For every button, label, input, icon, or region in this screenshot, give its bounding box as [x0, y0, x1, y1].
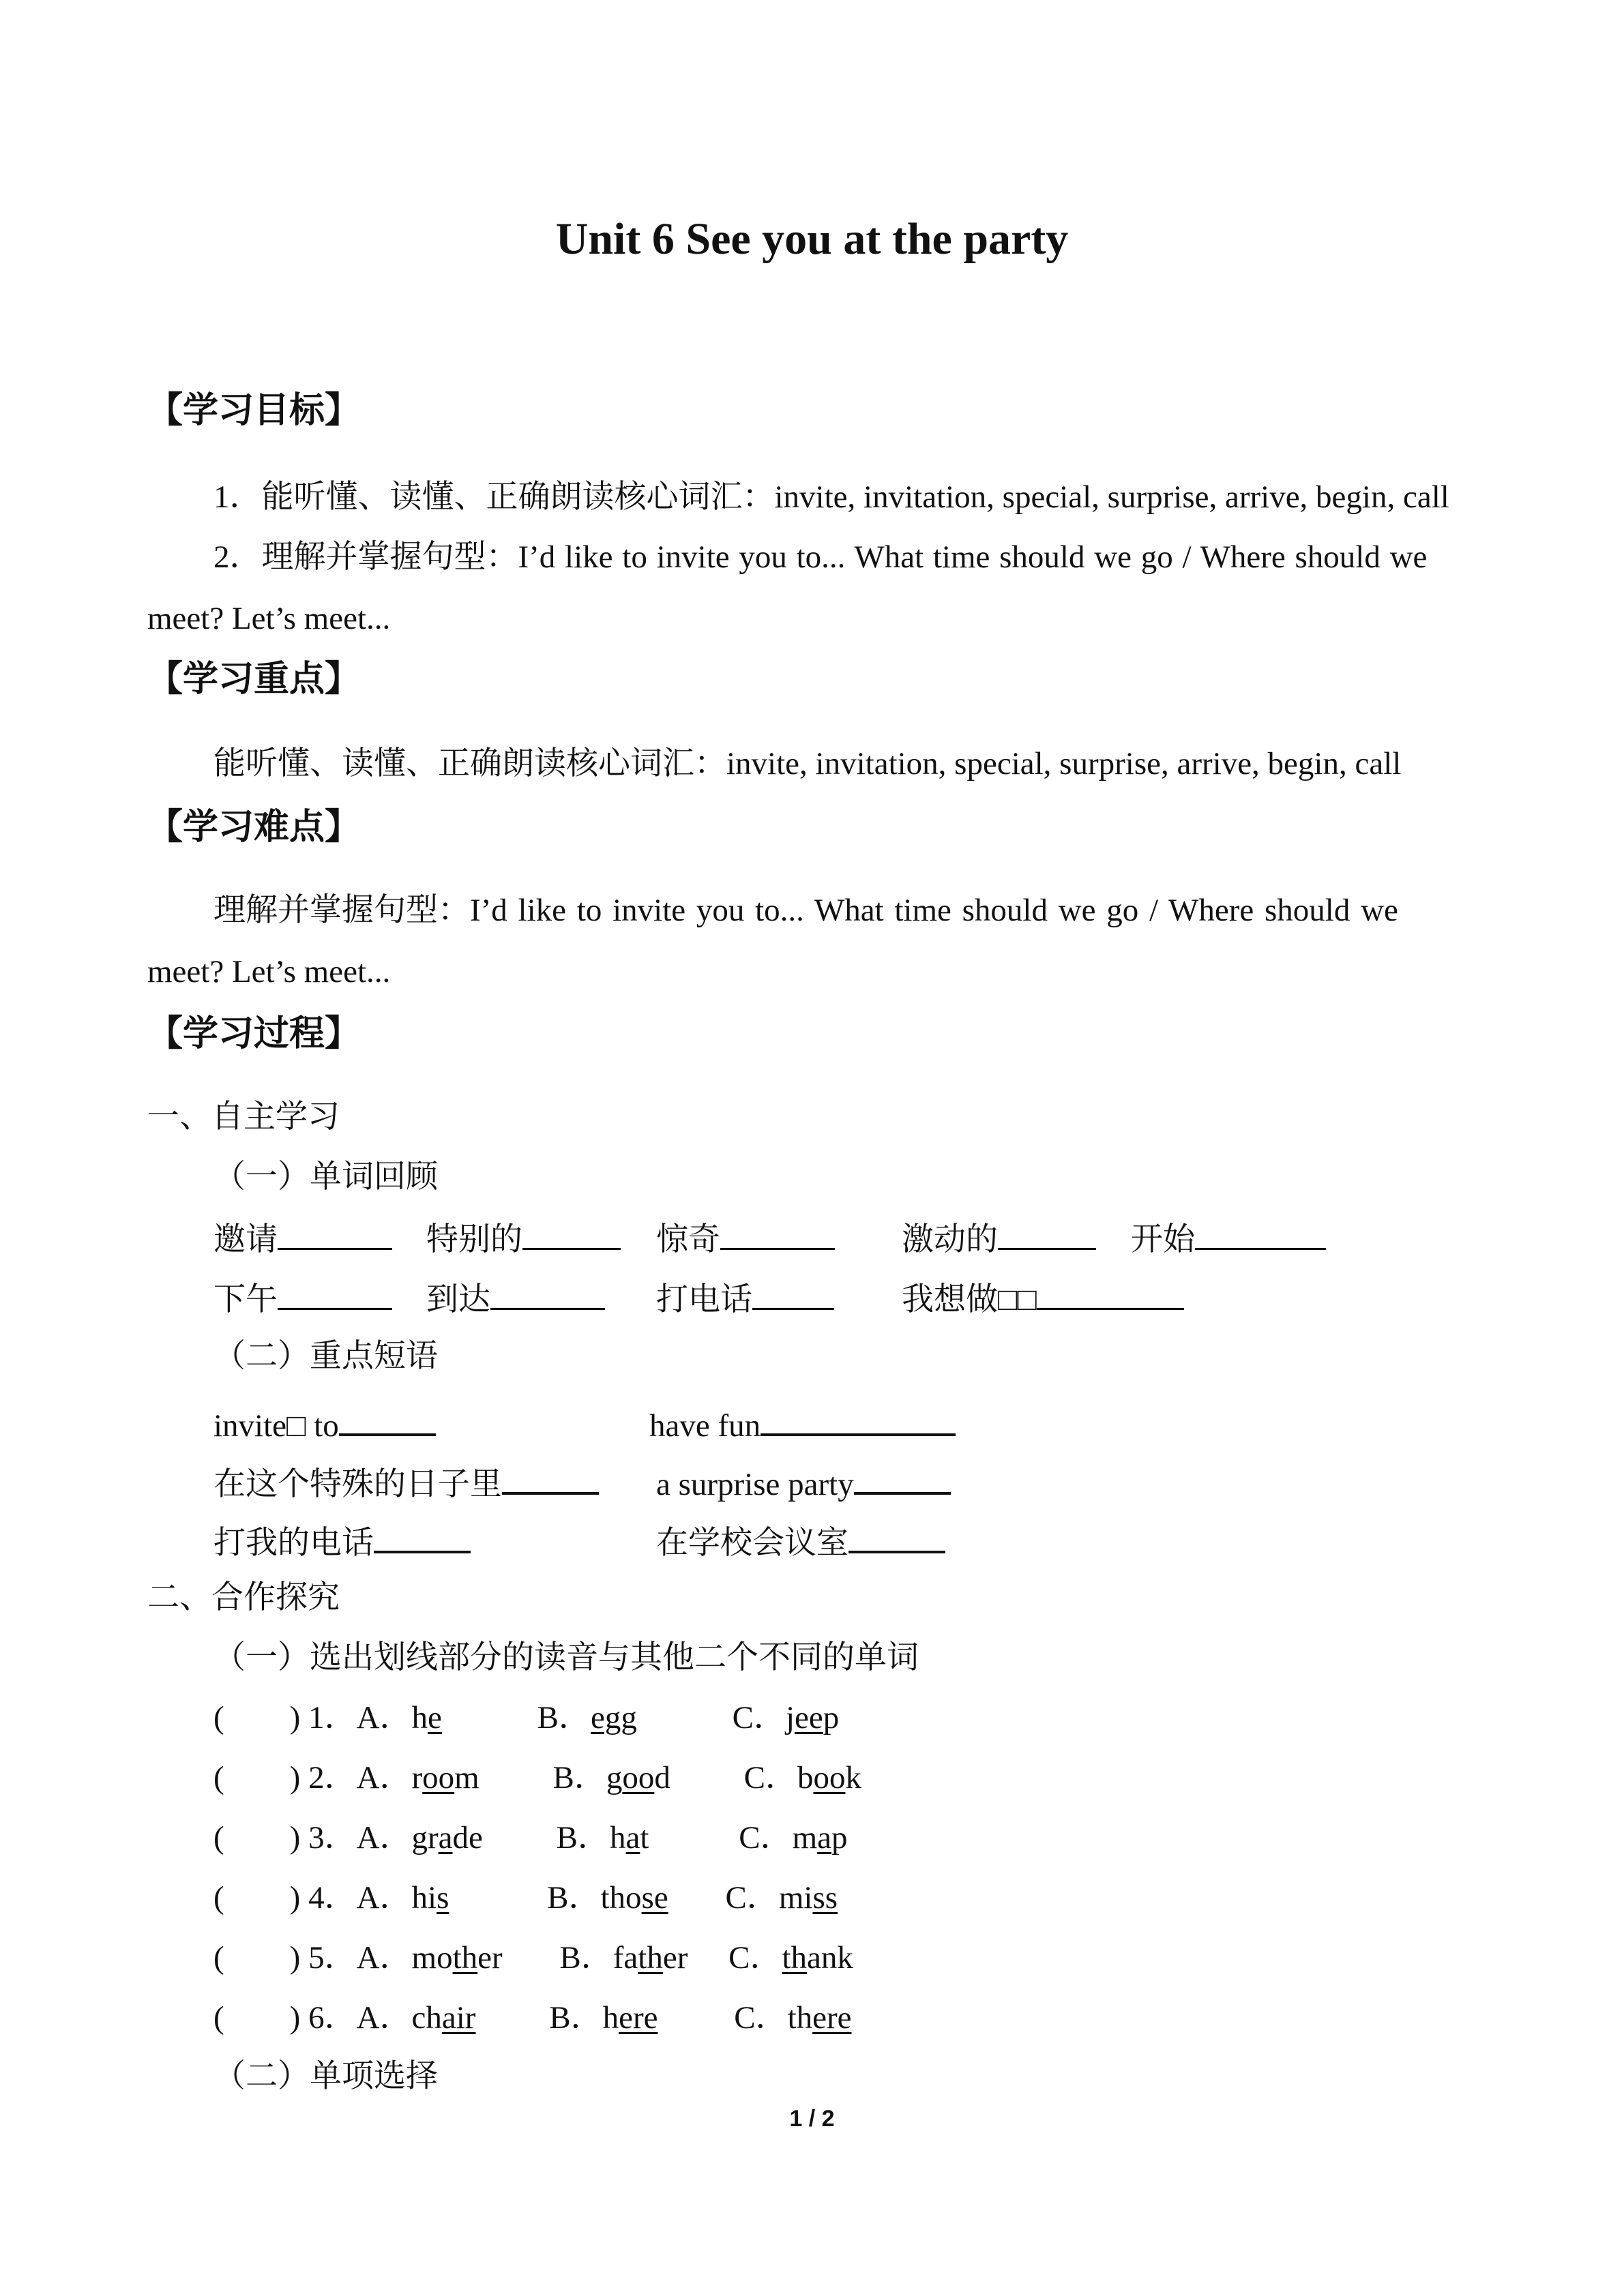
answer-blank[interactable] [522, 1221, 621, 1250]
word-item: 特别的 [426, 1221, 621, 1256]
part2-heading: 二、合作探究 [147, 1580, 340, 1615]
key-points-line-1: 能听懂、读懂、正确朗读核心词汇：invite, invitation, special, surprise, arrive, begin, call [213, 746, 1402, 781]
answer-blank[interactable] [278, 1281, 392, 1310]
phrase-item: 在学校会议室 [656, 1523, 945, 1560]
difficulties-heading: 【学习难点】 [147, 807, 361, 848]
answer-blank[interactable] [278, 1221, 392, 1250]
part1-sub1: （一）单词回顾 [213, 1159, 438, 1195]
answer-blank[interactable] [339, 1406, 436, 1436]
question-row: ( ) 1．A．he B．egg C．jeep [213, 1700, 840, 1735]
answer-blank[interactable] [502, 1465, 599, 1495]
page-number: 1 / 2 [789, 2106, 835, 2132]
question-row: ( ) 5．A．mother B．father C．thank [213, 1940, 853, 1976]
objectives-line-2: 2．理解并掌握句型：I’d like to invite you to... What time should we go / Where should we [213, 539, 1428, 575]
question-row: ( ) 6．A．chair B．here C．there [213, 2000, 852, 2036]
part1-sub2: （二）重点短语 [213, 1339, 438, 1374]
phrase-item: invite□ to [213, 1406, 436, 1442]
answer-blank[interactable] [848, 1523, 945, 1553]
word-item: 邀请 [213, 1221, 392, 1256]
phrase-item: a surprise party [656, 1465, 951, 1501]
objectives-heading: 【学习目标】 [147, 390, 361, 431]
question-row: ( ) 3．A．grade B．hat C．map [213, 1820, 848, 1855]
difficulties-line-1: 理解并掌握句型：I’d like to invite you to... What time should we go / Where should we [213, 893, 1398, 928]
word-item: 打电话 [656, 1281, 834, 1316]
page-title: Unit 6 See you at the party [555, 214, 1069, 264]
difficulties-line-2: meet? Let’s meet... [147, 954, 391, 989]
objectives-line-1: 1．能听懂、读懂、正确朗读核心词汇：invite, invitation, special, surprise, arrive, begin, call [213, 479, 1449, 515]
answer-blank[interactable] [720, 1221, 835, 1250]
word-item: 开始 [1131, 1221, 1326, 1256]
answer-blank[interactable] [854, 1465, 951, 1495]
part2-sub1: （一）选出划线部分的读音与其他二个不同的单词 [213, 1640, 919, 1675]
phrase-item: 在这个特殊的日子里 [213, 1465, 599, 1501]
word-item: 到达 [426, 1281, 605, 1316]
answer-blank[interactable] [1037, 1281, 1184, 1310]
phrase-item: have fun [649, 1406, 956, 1442]
answer-blank[interactable] [761, 1406, 956, 1436]
word-item: 惊奇 [656, 1221, 835, 1256]
word-item: 我想做□□ [902, 1281, 1184, 1316]
answer-blank[interactable] [490, 1281, 605, 1310]
objectives-line-3: meet? Let’s meet... [147, 601, 391, 636]
part1-heading: 一、自主学习 [147, 1099, 340, 1135]
answer-blank[interactable] [374, 1523, 471, 1553]
word-item: 激动的 [902, 1221, 1096, 1256]
answer-blank[interactable] [1195, 1221, 1326, 1250]
word-item: 下午 [213, 1281, 392, 1316]
question-row: ( ) 4．A．his B．those C．miss [213, 1880, 838, 1915]
key-points-heading: 【学习重点】 [147, 659, 361, 700]
part2-sub2: （二）单项选择 [213, 2059, 438, 2094]
question-row: ( ) 2．A．room B．good C．book [213, 1760, 861, 1795]
phrase-item: 打我的电话 [213, 1523, 471, 1560]
process-heading: 【学习过程】 [147, 1013, 361, 1054]
answer-blank[interactable] [998, 1221, 1096, 1250]
answer-blank[interactable] [752, 1281, 834, 1310]
